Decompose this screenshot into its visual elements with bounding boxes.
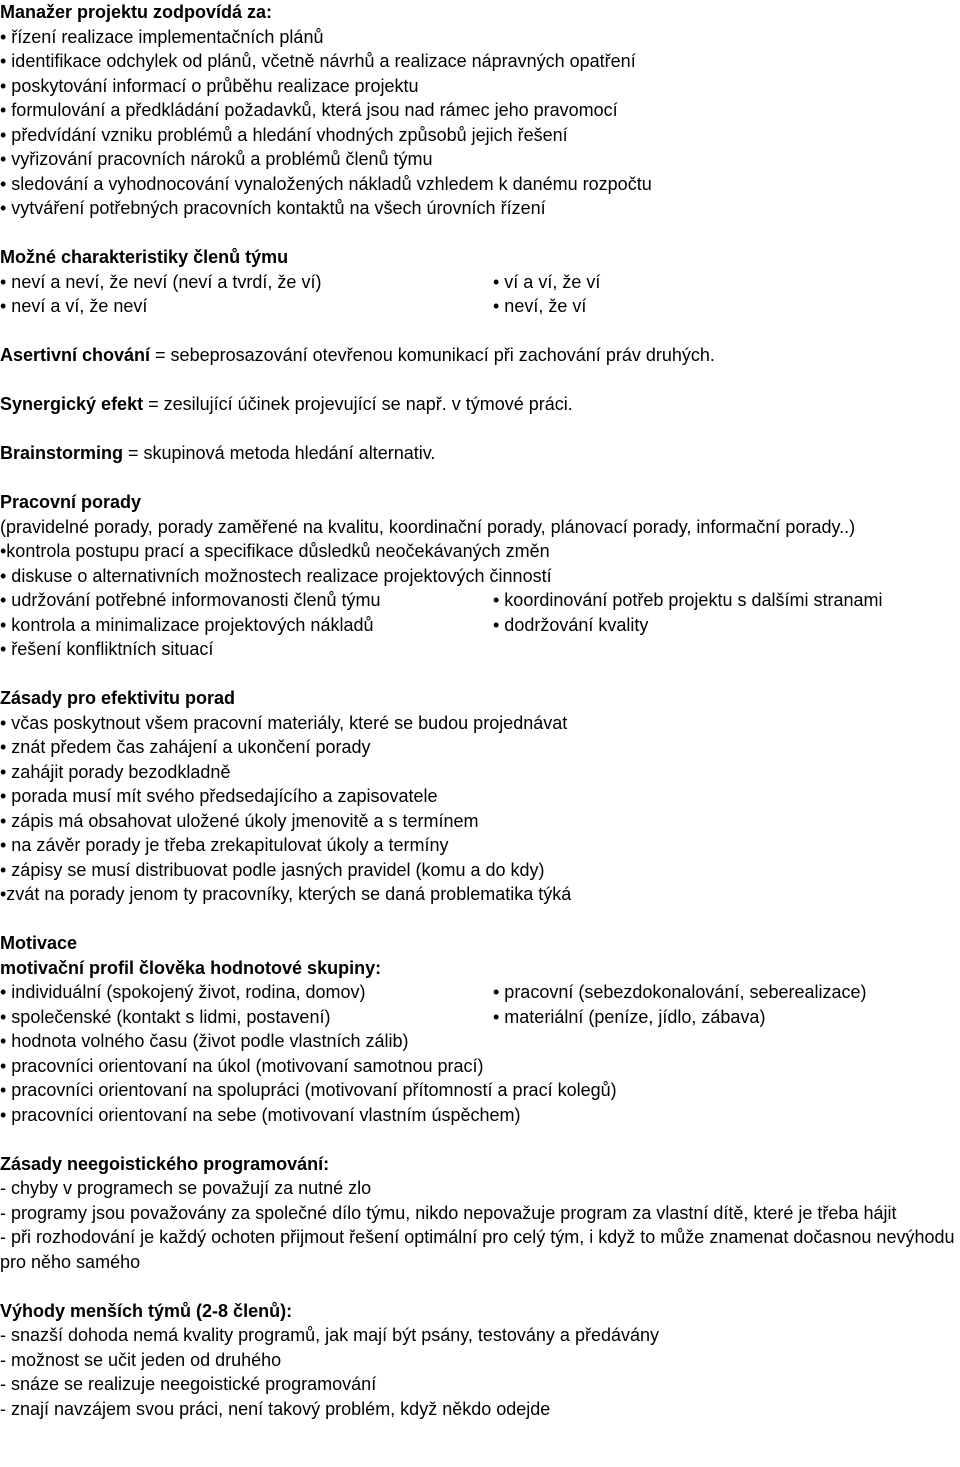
section-title-egoless-programming: Zásady neegoistického programování: [0,1153,330,1174]
list-item: • dodržování kvality [493,614,649,635]
list-item: • kontrola a minimalizace projektových nákladů [0,614,374,635]
definition-term: Brainstorming [0,443,124,463]
list-item: • pracovníci orientovaní na úkol (motivovaní samotnou prací) [0,1055,484,1076]
section-title-small-teams: Výhody menších týmů (2-8 členů): [0,1300,293,1321]
two-column-row [0,270,960,295]
list-item: • koordinování potřeb projektu s dalšími stranami [493,590,883,610]
definition-text: = skupinová metoda hledání alternativ. [123,443,436,463]
list-item: • pracovníci orientovaní na sebe (motivovaní vlastním úspěchem) [0,1104,521,1125]
list-item: • neví a neví, že neví (neví a tvrdí, že ví) [0,271,322,292]
two-column-row [0,613,960,638]
two-column-row [0,1005,960,1030]
list-item: • udržování potřebné informovanosti členů týmu [0,590,381,610]
list-item: • neví a ví, že neví [0,296,148,316]
two-column-row [0,588,960,613]
definition-text: = zesilující účinek projevující se např. v týmové práci. [143,394,573,414]
section-description: (pravidelné porady, porady zaměřené na kvalitu, koordinační porady, plánovací porady, informační porady..) [0,516,856,537]
list-item: •kontrola postupu prací a specifikace důsledků neočekávaných změn [0,541,550,561]
list-item: • sledování a vyhodnocování vynaložených nákladů vzhledem k danému rozpočtu [0,173,652,194]
list-item: - snáze se realizuje neegoistické programování [0,1374,377,1394]
definition-brainstorming [0,441,960,466]
section-subtitle-motivation-profile: motivační profil člověka hodnotové skupiny: [0,957,382,978]
list-item: • vyřizování pracovních nároků a problémů členů týmu [0,149,433,169]
list-item: • ví a ví, že ví [493,271,601,292]
two-column-row [0,294,960,319]
list-item: • včas poskytnout všem pracovní materiály, které se budou projednávat [0,712,568,733]
list-item: • zápisy se musí distribuovat podle jasných pravidel (komu a do kdy) [0,859,545,880]
section-title-manager: Manažer projektu zodpovídá za: [0,2,273,22]
section-title-team-characteristics: Možné charakteristiky členů týmu [0,247,289,267]
list-item: • hodnota volného času (život podle vlastních zálib) [0,1031,409,1051]
list-item: • předvídání vzniku problémů a hledání vhodných způsobů jejich řešení [0,124,568,145]
list-item: - chyby v programech se považují za nutné zlo [0,1178,372,1198]
list-item: • porada musí mít svého předsedajícího a zapisovatele [0,786,438,806]
section-title-motivation: Motivace [0,933,78,953]
list-item: • formulování a předkládání požadavků, která jsou nad rámec jeho pravomocí [0,100,618,120]
list-item: - programy jsou považovány za společné dílo týmu, nikdo nepovažuje program za vlastní dítě, které je třeba hájit [0,1202,897,1223]
section-title-meeting-rules: Zásady pro efektivitu porad [0,688,236,708]
list-item: • vytváření potřebných pracovních kontaktů na všech úrovních řízení [0,198,546,218]
list-item: - snazší dohoda nemá kvality programů, jak mají být psány, testovány a předávány [0,1325,660,1345]
definition-term: Synergický efekt [0,394,144,414]
definition-assertive [0,343,960,368]
list-item: • řešení konfliktních situací [0,639,214,659]
list-item: • zápis má obsahovat uložené úkoly jmenovitě a s termínem [0,810,479,831]
list-item: • neví, že ví [493,296,587,316]
list-item: - možnost se učit jeden od druhého [0,1349,282,1370]
definition-term: Asertivní chování [0,345,151,365]
list-item: - při rozhodování je každý ochoten přijmout řešení optimální pro celý tým, i když to může znamenat dočasnou nevýhodu pro něho samého [0,1227,955,1272]
list-item: • pracovní (sebezdokonalování, seberealizace) [493,982,867,1002]
section-title-meetings: Pracovní porady [0,492,142,512]
two-column-row [0,980,960,1005]
list-item: - znají navzájem svou práci, není takový problém, když někdo odejde [0,1398,551,1419]
list-item: • na závěr porady je třeba zrekapitulovat úkoly a termíny [0,835,449,855]
list-item: • materiální (peníze, jídlo, zábava) [493,1006,766,1027]
list-item: • individuální (spokojený život, rodina, domov) [0,982,366,1002]
list-item: •zvát na porady jenom ty pracovníky, kterých se daná problematika týká [0,884,572,904]
list-item: • diskuse o alternativních možnostech realizace projektových činností [0,565,552,586]
list-item: • řízení realizace implementačních plánů [0,26,324,47]
definition-text: = sebeprosazování otevřenou komunikací při zachování práv druhých. [150,345,715,365]
list-item: • pracovníci orientovaní na spolupráci (motivovaní přítomností a prací kolegů) [0,1080,617,1100]
definition-synergy [0,392,960,417]
list-item: • společenské (kontakt s lidmi, postavení) [0,1006,331,1027]
list-item: • identifikace odchylek od plánů, včetně návrhů a realizace nápravných opatření [0,51,636,71]
list-item: • znát předem čas zahájení a ukončení porady [0,737,371,757]
list-item: • zahájit porady bezodkladně [0,761,231,782]
list-item: • poskytování informací o průběhu realizace projektu [0,75,419,96]
